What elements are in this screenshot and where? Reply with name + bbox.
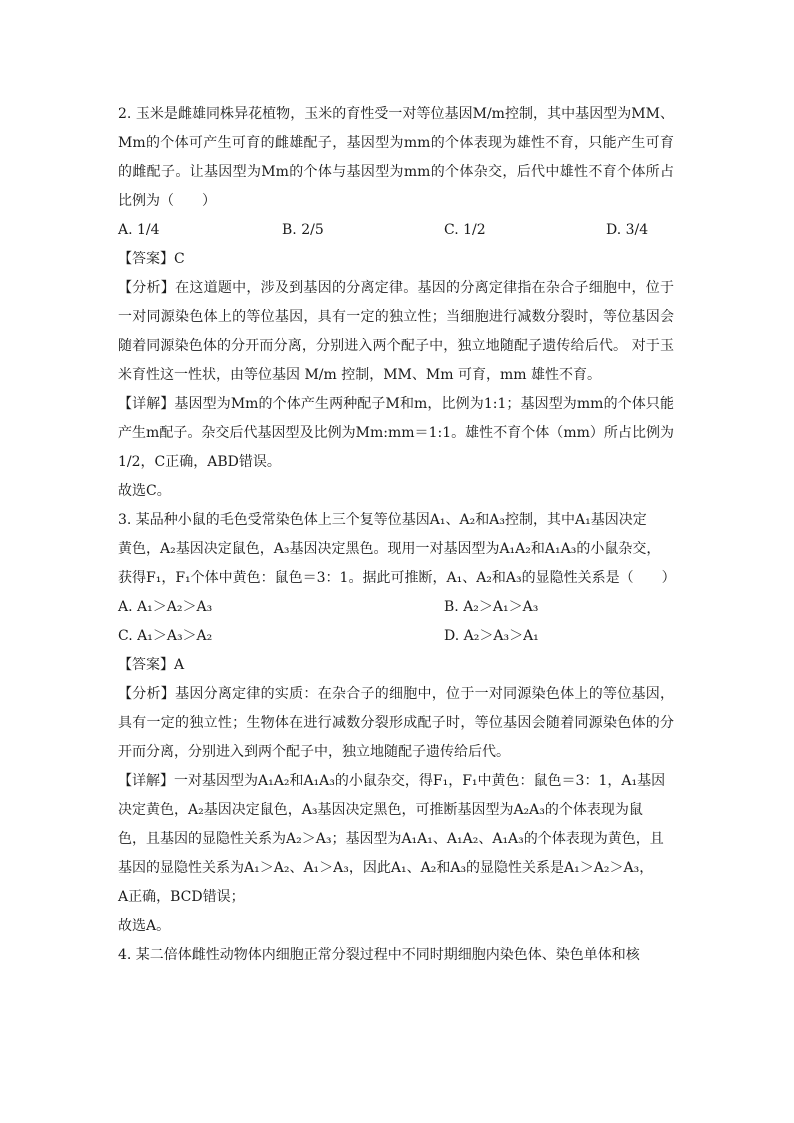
question-3-option-b: B. A₂＞A₁＞A₃ xyxy=(444,599,539,615)
page-content xyxy=(118,100,674,970)
detail-text: 基因型为Mm的个体产生两种配子M和m，比例为1:1；基因型为mm的个体只能产生m配子。杂交后代基因型及比例为Mm:mm＝1:1。雄性不育个体（mm）所占比例为1/2，C正确，ABD错误。 xyxy=(118,396,674,470)
detail-text: 一对基因型为A₁A₂和A₁A₃的小鼠杂交，得F₁，F₁中黄色：鼠色＝3：1，A₁基因 xyxy=(174,773,666,789)
question-4-stem: 4. 某二倍体雌性动物体内细胞正常分裂过程中不同时期细胞内染色体、染色单体和核 xyxy=(118,947,640,963)
question-3-detail-line: 决定黄色，A₂基因决定鼠色，A₃基因决定黑色，可推断基因型为A₂A₃的个体表现为鼠 xyxy=(118,802,643,818)
question-3-detail-line xyxy=(118,767,674,796)
question-3-option-a: A. A₁＞A₂＞A₃ xyxy=(118,599,213,615)
question-3-detail-line: 色，且基因的显隐性关系为A₂＞A₃；基因型为A₁A₁、A₁A₂、A₁A₃的个体表现为黄色，且 xyxy=(118,831,664,847)
analysis-tag: 【分析】 xyxy=(118,280,176,296)
question-2-option-b: B. 2/5 xyxy=(282,222,324,238)
question-2-answer xyxy=(118,245,674,274)
analysis-text: 在这道题中，涉及到基因的分离定律。基因的分离定律指在杂合子细胞中，位于一对同源染色体上的等位基因，具有一定的独立性；当细胞进行减数分裂时，等位基因会随着同源染色体的分开而分离，分别进入两个配子中，独立地随配子遗传给后代。 对于玉米育性这一性状，由等位基因 M/m 控制，MM、Mm 可育，mm 雄性不育。 xyxy=(118,280,675,383)
question-3-options-row-2 xyxy=(118,622,674,651)
question-3-stem-line: 黄色，A₂基因决定鼠色，A₃基因决定黑色。现用一对基因型为A₁A₂和A₁A₃的小鼠杂交， xyxy=(118,541,661,557)
question-3-options-row-1 xyxy=(118,593,674,622)
question-2-conclusion: 故选C。 xyxy=(118,483,171,499)
question-2-option-c: C. 1/2 xyxy=(444,222,486,238)
question-3-option-c: C. A₁＞A₃＞A₂ xyxy=(118,628,213,644)
question-3-detail-line: A正确，BCD错误； xyxy=(118,889,245,905)
question-3-stem xyxy=(118,506,674,593)
detail-tag: 【详解】 xyxy=(118,396,175,412)
question-3-answer xyxy=(118,651,674,680)
question-2-analysis xyxy=(118,274,674,390)
analysis-tag: 【分析】 xyxy=(118,686,176,702)
question-3-detail xyxy=(118,767,674,912)
question-2-option-a: A. 1/4 xyxy=(118,222,160,238)
answer-tag: 【答案】 xyxy=(118,251,174,267)
question-3-analysis xyxy=(118,680,674,767)
question-2-options xyxy=(118,216,674,245)
answer-value: A xyxy=(174,657,185,673)
question-3-stem-line: 3. 某品种小鼠的毛色受常染色体上三个复等位基因A₁、A₂和A₃控制，其中A₁基因决定 xyxy=(118,512,647,528)
question-3-stem-line: 获得F₁，F₁个体中黄色：鼠色＝3：1。据此可推断，A₁、A₂和A₃的显隐性关系是（ ） xyxy=(118,570,676,586)
question-2-detail xyxy=(118,390,674,477)
answer-tag: 【答案】 xyxy=(118,657,174,673)
detail-tag: 【详解】 xyxy=(118,773,174,789)
question-3-option-d: D. A₂＞A₃＞A₁ xyxy=(444,628,539,644)
question-3-conclusion: 故选A。 xyxy=(118,918,171,934)
question-2-stem: 2. 玉米是雌雄同株异花植物，玉米的育性受一对等位基因M/m控制，其中基因型为MM、Mm的个体可产生可育的雌雄配子，基因型为mm的个体表现为雄性不育，只能产生可育的雌配子。让基因型为Mm的个体与基因型为mm的个体杂交，后代中雄性不育个体所占比例为（ ） xyxy=(118,106,674,209)
question-3-detail-line: 基因的显隐性关系为A₁＞A₂、A₁＞A₃，因此A₁、A₂和A₃的显隐性关系是A₁＞A₂＞A₃， xyxy=(118,860,654,876)
analysis-text: 基因分离定律的实质：在杂合子的细胞中，位于一对同源染色体上的等位基因，具有一定的独立性；生物体在进行减数分裂形成配子时，等位基因会随着同源染色体的分开而分离，分别进入到两个配子中，独立地随配子遗传给后代。 xyxy=(118,686,675,760)
answer-value: C xyxy=(174,251,185,267)
question-2-option-d: D. 3/4 xyxy=(606,222,649,238)
